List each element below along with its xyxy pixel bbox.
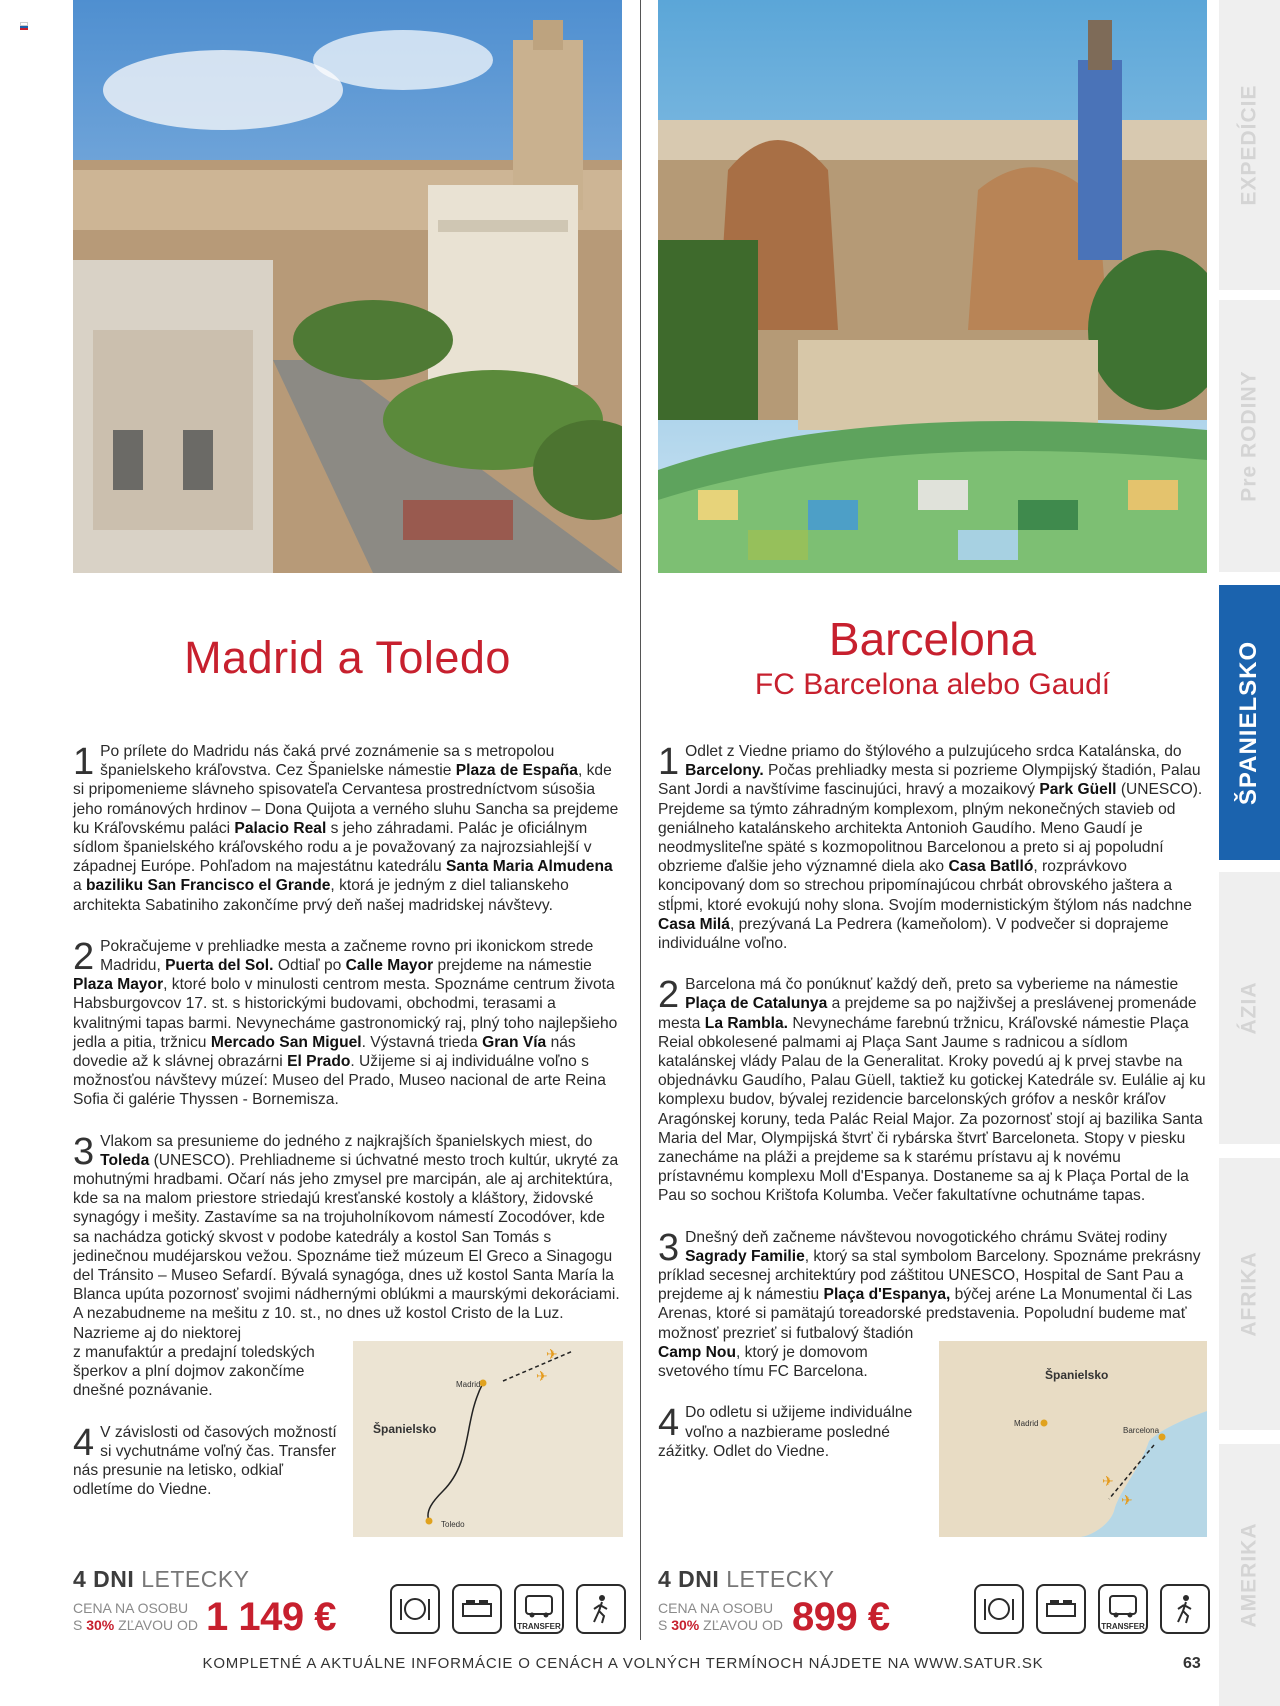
madrid-photo	[73, 0, 622, 573]
day-1-paragraph: 1 Odlet z Viedne priamo do štýlového a pulzujúceho srdca Katalánska, do Barcelony. Počas prehliadky mesta si pozrieme Olympijský štadión, Palau Sant Jordi a navštívime fascinujúci, hravý a mozaikový Park Güell (UNESCO). Prejdeme sa týmto záhradným komplexom, plným nekonečných stavieb od geniálneho katalánskeho architekta Antonioh Gaudího. Meno Gaudí je neodmysliteľne späté s kozmopolitnou Barcelonou a preto si aj popoludní obzrieme ďalšie jeho významné diela ako Casa Batlló, rozprávkovo koncipovaný dom so strechou pripomínajúcou chrbát obrovského jaštera a stĺpmi, ktoré evokujú nohy slona. Svojím modernistickým štýlom nás nadchne Casa Milá, prezývaná La Pedrera (kameňolom). V podvečer si doprajeme individuálne voľno.	[658, 741, 1203, 953]
country-label: Španielsko	[373, 1422, 437, 1436]
svg-text:✈: ✈	[1121, 1493, 1133, 1509]
day-2-paragraph: 2 Barcelona má čo ponúknuť každý deň, preto sa vyberieme na námestie Plaça de Catalunya a prejdeme sa po najživšej a preslávenej promenáde mesta La Rambla. Nevynecháme farebnú tržnicu, Kráľovské námestie Plaça Reial obkolesené palmami aj Plaça Sant Jaume s radnicou a sídlom katalánskej vlády Palau de la Generalitat. Kroky povedú aj k prvej stavbe na objednávku Gaudího, Palau Güell, taktiež ku gotickej Katedrále sv. Eulálie aj ku komplexu budov, bývalej rezidencie barcelonských grófov a neskôr kráľov Aragónskej koruny, teda Palác Reial Major. Za pozornosť stojí aj bazilika Santa Maria del Mar, Olympijská štvrť či rybárska štvrť Barceloneta. Stopy v piesku zanecháme na pláži a prejdeme sa k starému prístavu aj k novému prístavnému komplexu Moll d'Espanya. Dostaneme sa aj k Plaça Portal de la Pau so sochou Krištofa Kolumba. Večer fakultatívne ochutnáme tapas.	[658, 974, 1206, 1205]
hotel-bed-icon	[1036, 1584, 1086, 1634]
duration-label: 4 DNI LETECKY	[73, 1566, 250, 1592]
meal-icon	[390, 1584, 440, 1634]
madrid-included-icons	[390, 1584, 626, 1634]
slovak-flag-icon	[20, 22, 28, 28]
footer-info-text: KOMPLETNÉ A AKTUÁLNE INFORMÁCIE O CENÁCH A VOLNÝCH TERMÍNOCH NÁJDETE NA WWW.SATUR.SK	[202, 1655, 1044, 1672]
meal-icon	[974, 1584, 1024, 1634]
price-caption: CENA NA OSOBU S 30% ZĽAVOU OD	[73, 1600, 199, 1633]
country-label: Španielsko	[1045, 1368, 1109, 1382]
madrid-toledo-title: Madrid a Toledo	[184, 632, 511, 683]
barcelona-label: Barcelona	[1123, 1426, 1160, 1435]
day-3-paragraph: 3 Vlakom sa presunieme do jedného z najkrajších španielskych miest, do Toleda (UNESCO). Prehliadneme si úchvatné mesto troch kultúr, ukryté za mohutnými hradbami. Očarí nás jeho zmysel pre marcipán, ale aj architektúra, kde sa na malom priestore striedajú kresťanské kostoly a kláštory, židovské synagógy i mešity. Zastavíme sa na trojuholníkovom námestí Zocodóver, kde sa nachádza gotický skvost v podobe katedrály a kostol San Tomás s jedinečnou mudéjarskou vežou. Spoznáme tiež múzeum El Greco a Sinagogu del Tránsito – Museo Sefardí. Bývalá synagóga, dnes už kostol Santa María la Blanca upúta pozornosť svojimi nádhernými oblúkmi a maurskými dekoráciami. A nezabudneme na mešitu z 10. st., no dnes už kostol Cristo de la Luz. Nazrieme aj do niektorej	[73, 1130, 620, 1342]
day-4-paragraph: 4 V závislosti od časových možností si vychutnáme voľný čas. Transfer nás presunie na letisko, odkiaľ odletíme do Viedne.	[73, 1421, 337, 1499]
madrid-label: Madrid	[456, 1380, 481, 1389]
hotel-bed-icon	[452, 1584, 502, 1634]
barcelona-subtitle: FC Barcelona alebo Gaudí	[754, 668, 1111, 701]
day-3-paragraph-end: z manufaktúr a predajní toledských šperkov a plní dojmov zakončíme dnešné poznávanie.	[73, 1343, 315, 1400]
madrid-label: Madrid	[1014, 1419, 1039, 1428]
day-3-text-rest: (UNESCO). Prehliadneme si úchvatné mesto troch kultúr, ukryté za mohutnými hradbami. Očarí nás jeho zmysel pre marcipán, ale aj architektúra, kde sa na malom priestore striedajú kresťanské kostoly a kláštory, židovské synagógy i mešity. Zastavíme sa na trojuholníkovom námestí Zocodóver, kde sa nachádza gotický skvost v podobe katedrály a kostol San Tomás s jedinečnou mudéjarskou vežou. Spoznáme tiež múzeum El Greco a Sinagogu del Tránsito – Museo Sefardí. Bývalá synagóga, dnes už kostol Santa María la Blanca upúta pozornosť svojimi nádhernými oblúkmi a maurskými dekoráciami. A nezabudneme na mešitu z 10. st., no dnes už kostol Cristo de la Luz. Nazrieme aj do niektorej	[73, 1151, 620, 1342]
tab-amerika[interactable]: AMERIKA	[1219, 1444, 1280, 1706]
plane-icon: ✈	[1102, 1474, 1114, 1490]
svg-text:✈: ✈	[536, 1369, 548, 1385]
tab-azia[interactable]: ÁZIA	[1219, 872, 1280, 1144]
page-divider	[640, 0, 641, 1640]
sightseeing-walk-icon	[576, 1584, 626, 1634]
transfer-bus-icon: TRANSFER	[514, 1584, 564, 1634]
barcelona-price: 899 €	[792, 1595, 890, 1639]
duration-label: 4 DNI LETECKY	[658, 1566, 835, 1592]
barcelona-map	[939, 1341, 1207, 1537]
barcelona-included-icons	[974, 1584, 1210, 1634]
toledo-label: Toledo	[441, 1520, 465, 1529]
tab-pre-rodiny[interactable]: Pre RODINY	[1219, 300, 1280, 572]
plane-icon: ✈	[546, 1347, 558, 1363]
day-3-paragraph: 3 Dnešný deň začneme návštevou novogotického chrámu Svätej rodiny Sagrady Familie, ktorý sa stal symbolom Barcelony. Spoznáme prekrásny príklad secesnej architektúry pod záštitou UNESCO, Hospital de Sant Pau a prejdeme aj k námestiu Plaça d'Espanya, býčej aréne La Monumental či Las Arenas, ktoré si pamätajú toreadorské predstavenia. Popoludní budeme mať možnosť prezrieť si futbalový štadión	[658, 1226, 1201, 1342]
madrid-toledo-map	[353, 1341, 623, 1537]
day-4-paragraph: 4 Do odletu si užijeme individuálne voľno a nazbierame posledné zážitky. Odlet do Viedne.	[658, 1402, 913, 1460]
madrid-price: 1 149 €	[206, 1595, 336, 1639]
madrid-dot	[480, 1380, 487, 1387]
sightseeing-walk-icon	[1160, 1584, 1210, 1634]
day-3-paragraph-end: Camp Nou, ktorý je domovom svetového tímu FC Barcelona.	[658, 1343, 868, 1381]
transfer-bus-icon: TRANSFER	[1098, 1584, 1148, 1634]
day-2-paragraph: 2 Pokračujeme v prehliadke mesta a začneme rovno pri ikonickom strede Madridu, Puerta del Sol. Odtiaľ po Calle Mayor prejdeme na námestie Plaza Mayor, ktoré bolo v minulosti centrom mesta. Spoznáme centrum života Habsburgovcov 17. st. s historickými budovami, obchodmi, terasami a kvalitnými tapas barmi. Nevynecháme gastronomický raj, plný toho najlepšieho jedla a pitia, tržnicu Mercado San Miguel. Výstavná trieda Gran Vía nás dovedie až k slávnej obrazárni El Prado. Užijeme si aj individuálne voľno s možnosťou návštevy múzeí: Museo del Prado, Museo nacional de arte Reina Sofia či galérie Thyssen - Bornemisza.	[73, 935, 618, 1109]
page-number: 63	[1183, 1655, 1201, 1672]
tab-spanielsko[interactable]: ŠPANIELSKO	[1219, 585, 1280, 860]
barcelona-title: Barcelona	[828, 613, 1037, 665]
day-1-paragraph: 1 Po prílete do Madridu nás čaká prvé zoznámenie sa s metropolou španielskeho kráľovstva. Cez Španielske námestie Plaza de España, kde si pripomenieme slávneho spisovateľa Cervantesa prostredníctvom súsošia jeho románových hrdinov – Dona Quijota a verného sluhu Sancha sa prejdeme ku Kráľovskému paláci Palacio Real s jeho záhradami. Palác je oficiálnym sídlom španielského kráľovského rodu a je považovaný za najrozsiahlejší v západnej Európe. Pohľadom na majestátnu katedrálu Santa Maria Almudena a baziliku San Francisco el Grande, ktorá je jedným z diel talianskeho architekta Sabatiniho zakončíme prvý deň našej madridskej návštevy.	[73, 741, 619, 914]
barcelona-park-guell-photo	[658, 0, 1207, 573]
toledo-dot	[426, 1518, 433, 1525]
tab-afrika[interactable]: AFRIKA	[1219, 1158, 1280, 1430]
tab-expedicie[interactable]: EXPEDÍCIE	[1219, 0, 1280, 290]
price-caption: CENA NA OSOBU S 30% ZĽAVOU OD	[658, 1600, 784, 1633]
